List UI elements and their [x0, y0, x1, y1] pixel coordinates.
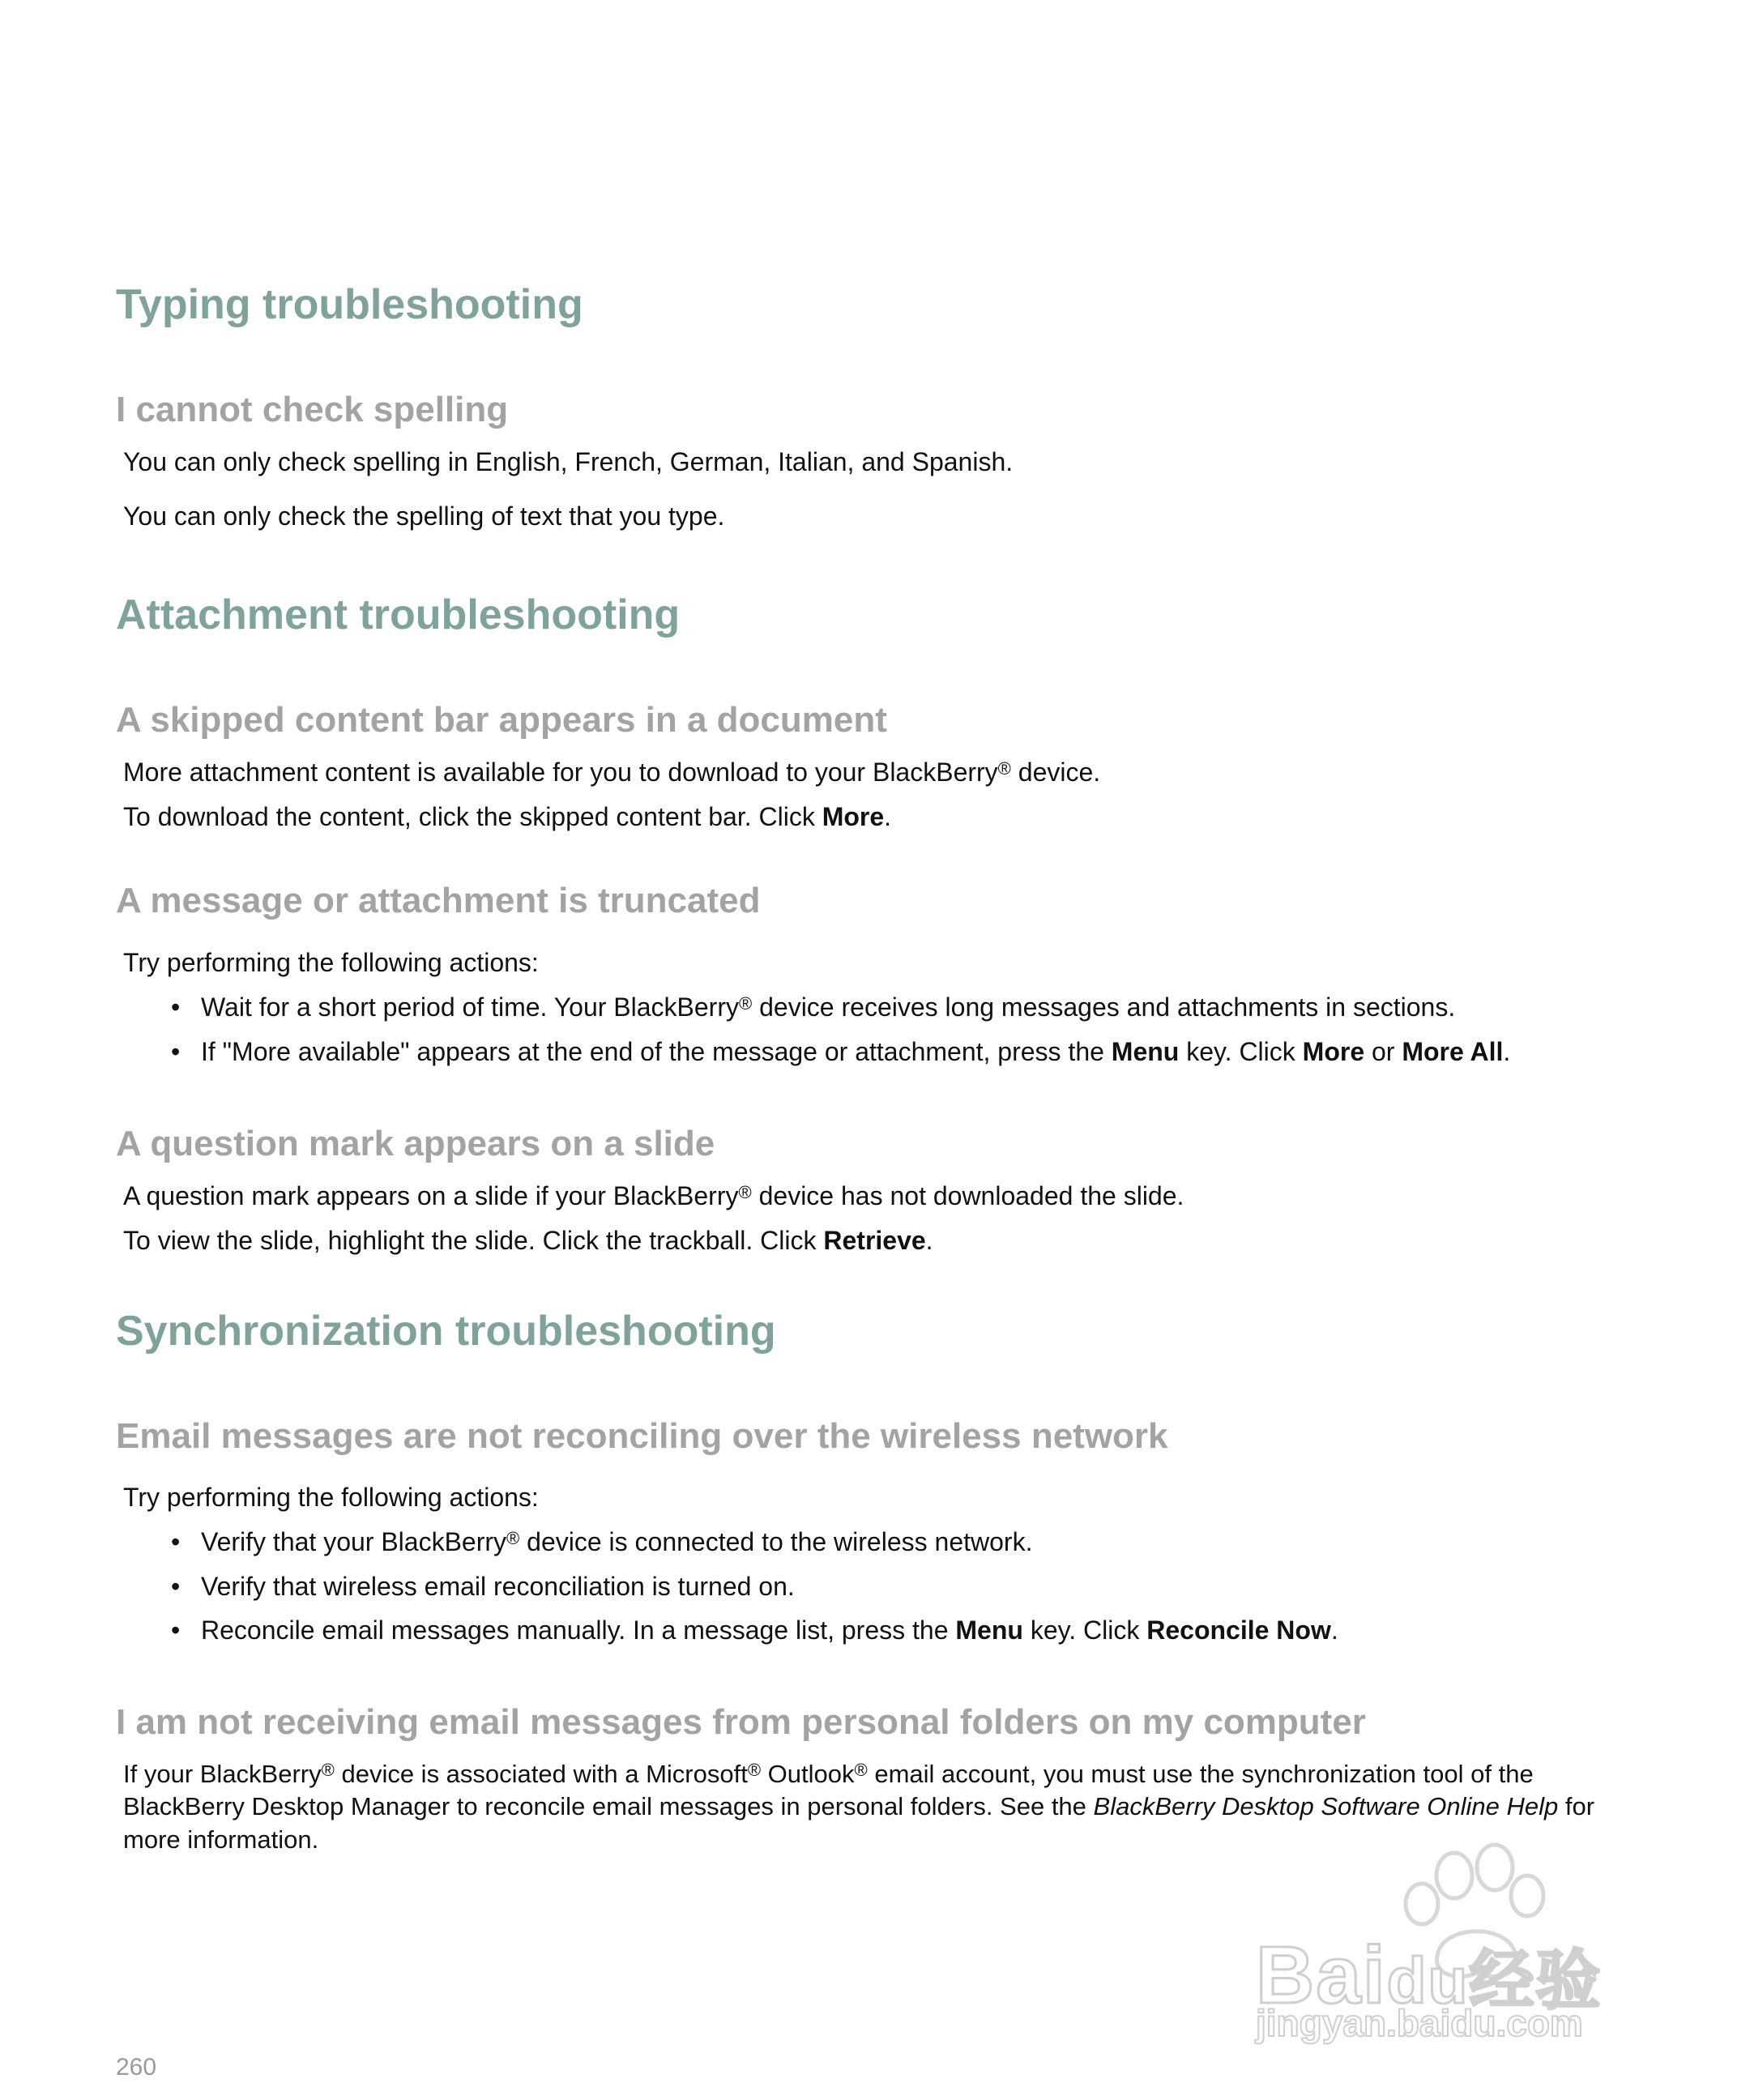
text: device is associated with a Microsoft [334, 1760, 748, 1788]
text: . [1330, 1616, 1338, 1645]
registered-mark: ® [747, 1760, 762, 1780]
paragraph: You can only check the spelling of text that you type. [123, 502, 725, 531]
section-title-attachment: Attachment troubleshooting [116, 591, 681, 638]
text: Reconcile email messages manually. In a message list, press the [201, 1616, 956, 1645]
watermark-jingyan: 经验 [1469, 1944, 1603, 2017]
paragraph [116, 1180, 1184, 1214]
paragraph: Try performing the following actions: [123, 948, 539, 977]
bullet-icon: • [171, 1616, 181, 1645]
bullet-icon: • [171, 1571, 181, 1601]
topic-heading-skipped-content: A skipped content bar appears in a document [116, 700, 887, 740]
text: . [1503, 1036, 1511, 1066]
ui-term: Reconcile Now [1146, 1616, 1331, 1645]
topic-heading-reconciling: Email messages are not reconciling over the wireless network [116, 1416, 1168, 1456]
list-item [116, 1614, 1338, 1648]
doc-title: BlackBerry Desktop Software Online Help [1093, 1792, 1559, 1821]
bullet-list [116, 991, 1510, 1069]
paragraph: Try performing the following actions: [123, 1483, 539, 1512]
text: device. [1010, 758, 1101, 787]
ui-term: Menu [1111, 1036, 1180, 1066]
watermark-du: du [1386, 1944, 1470, 2017]
text: key. Click [1179, 1036, 1303, 1066]
text: If your BlackBerry [123, 1760, 322, 1788]
text: Wait for a short period of time. Your BlackBerry [201, 992, 739, 1022]
text: device has not downloaded the slide. [751, 1181, 1184, 1210]
text: device is connected to the wireless network. [519, 1527, 1033, 1556]
text: Outlook [761, 1760, 855, 1788]
topic-heading-spelling: I cannot check spelling [116, 390, 509, 429]
paragraph [116, 756, 1100, 790]
list-item [116, 1570, 1338, 1604]
paragraph [116, 800, 891, 834]
ui-term: More [1302, 1036, 1365, 1066]
text: . [925, 1226, 933, 1255]
registered-mark: ® [506, 1528, 520, 1548]
paragraph: You can only check spelling in English, French, German, Italian, and Spanish. [123, 447, 1014, 476]
registered-mark: ® [854, 1760, 868, 1780]
registered-mark: ® [997, 758, 1011, 779]
registered-mark: ® [738, 1182, 752, 1202]
text: for more information. [123, 1792, 1595, 1854]
text: A question mark appears on a slide if your BlackBerry [123, 1181, 739, 1210]
watermark-url: jingyan.baidu.com [1256, 2002, 1583, 2044]
text: . [884, 802, 892, 831]
section-title-synchronization: Synchronization troubleshooting [116, 1308, 776, 1355]
watermark-bai: Bai [1256, 1930, 1387, 2021]
page-number: 260 [116, 2054, 157, 2081]
baidu-watermark [1248, 1839, 1669, 2042]
bullet-icon: • [171, 1036, 181, 1066]
text: If "More available" appears at the end of the message or attachment, press the [201, 1036, 1112, 1066]
ui-term: More [822, 802, 885, 831]
paragraph [116, 1224, 933, 1258]
topic-heading-truncated: A message or attachment is truncated [116, 881, 761, 920]
text: To download the content, click the skipped content bar. Click [123, 802, 822, 831]
text: Verify that your BlackBerry [201, 1527, 507, 1556]
section-title-typing: Typing troubleshooting [116, 281, 583, 328]
bullet-icon: • [171, 992, 181, 1022]
text: More attachment content is available for you to download to your BlackBerry [123, 758, 998, 787]
list-item [116, 991, 1510, 1025]
ui-term: Retrieve [823, 1226, 926, 1255]
bullet-icon: • [171, 1527, 181, 1556]
text: or [1364, 1036, 1402, 1066]
registered-mark: ® [321, 1760, 335, 1780]
text: Verify that wireless email reconciliation is turned on. [201, 1571, 795, 1601]
text: key. Click [1022, 1616, 1147, 1645]
list-item [116, 1035, 1510, 1069]
text: device receives long messages and attachments in sections. [752, 992, 1456, 1022]
text: To view the slide, highlight the slide. Click the trackball. Click [123, 1226, 824, 1255]
text: email account, you must use the synchronization tool of the BlackBerry Desktop Manager to reconcile email messages in personal folders. See the [123, 1760, 1534, 1821]
ui-term: Menu [955, 1616, 1023, 1645]
topic-heading-personal-folders: I am not receiving email messages from personal folders on my computer [116, 1702, 1366, 1742]
bullet-list [116, 1526, 1338, 1648]
registered-mark: ® [738, 993, 753, 1014]
list-item [116, 1526, 1338, 1560]
ui-term: More All [1402, 1036, 1504, 1066]
topic-heading-question-mark: A question mark appears on a slide [116, 1124, 715, 1163]
